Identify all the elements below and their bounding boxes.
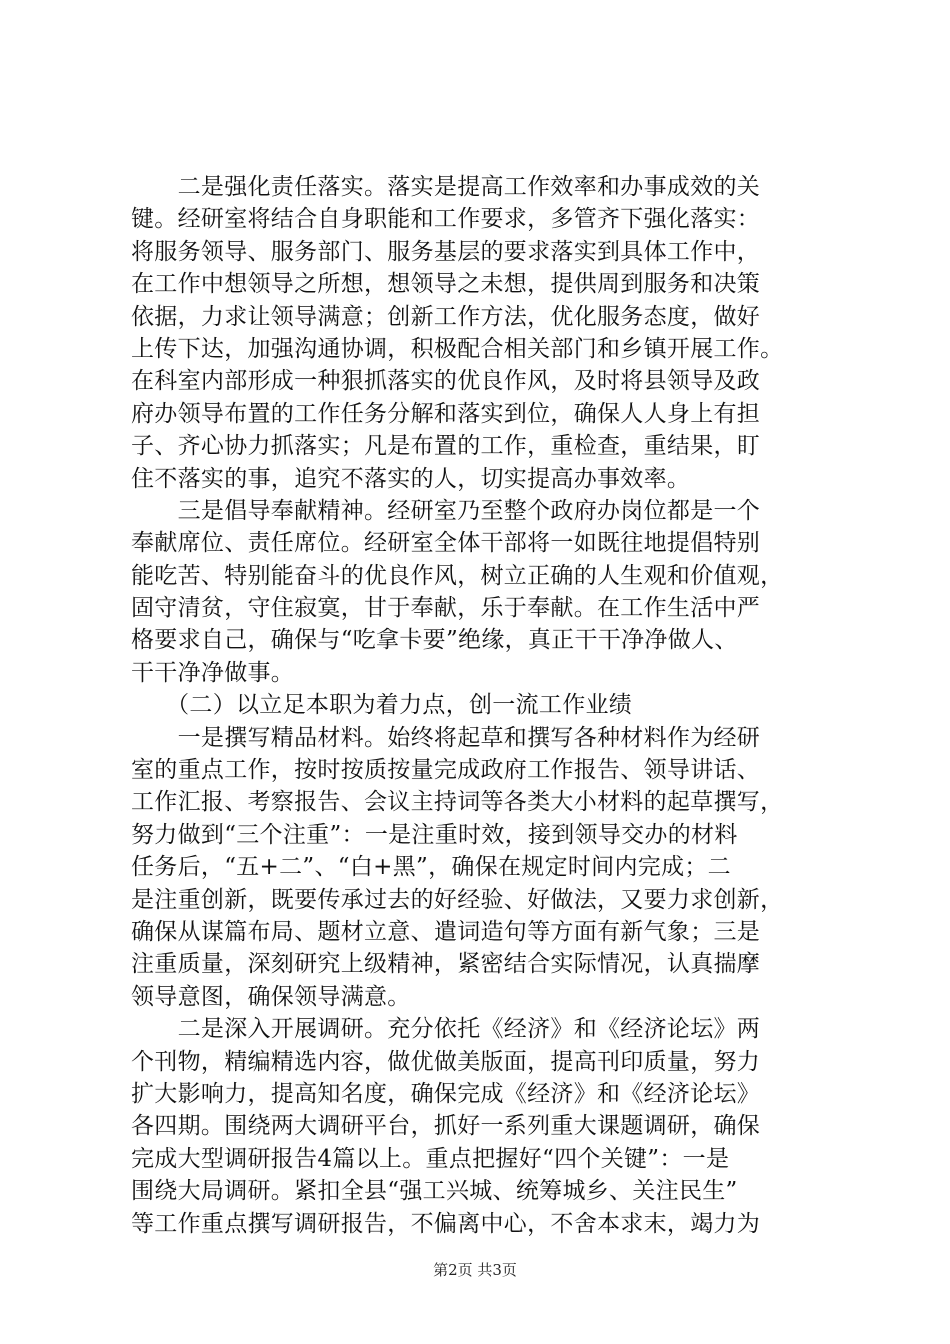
text-line: 个刊物，精编精选内容，做优做美版面，提高刊印质量，努力 (131, 1048, 761, 1075)
text-line: （二）以立足本职为着力点，创一流工作业绩 (131, 692, 633, 719)
text-line: 等工作重点撰写调研报告，不偏离中心，不舍本求末，竭力为 (131, 1210, 761, 1237)
text-line: 二是深入开展调研。充分依托《经济》和《经济论坛》两 (131, 1016, 761, 1043)
text-line: 一是撰写精品材料。始终将起草和撰写各种材料作为经研 (131, 724, 761, 751)
text-line: 工作汇报、考察报告、会议主持词等各类大小材料的起草撰写， (131, 789, 784, 816)
text-line: 将服务领导、服务部门、服务基层的要求落实到具体工作中， (131, 238, 761, 265)
text-line: 领导意图，确保领导满意。 (131, 983, 411, 1010)
text-line: 确保从谋篇布局、题材立意、遣词造句等方面有新气象；三是 (131, 918, 761, 945)
text-line: 依据，力求让领导满意；创新工作方法，优化服务态度，做好 (131, 303, 761, 330)
text-line: 室的重点工作，按时按质按量完成政府工作报告、领导讲话、 (131, 757, 761, 784)
text-line: 子、齐心协力抓落实；凡是布置的工作，重检查，重结果，盯 (131, 433, 761, 460)
text-line: 三是倡导奉献精神。经研室乃至整个政府办岗位都是一个 (131, 497, 761, 524)
text-line: 键。经研室将结合自身职能和工作要求，多管齐下强化落实： (131, 206, 761, 233)
text-line: 二是强化责任落实。落实是提高工作效率和办事成效的关 (131, 174, 761, 200)
text-line: 格要求自己，确保与“吃拿卡要”绝缘，真正干干净净做人、 (131, 627, 738, 654)
text-line: 在工作中想领导之所想，想领导之未想，提供周到服务和决策 (131, 271, 761, 298)
text-line: 固守清贫，守住寂寞，甘于奉献，乐于奉献。在工作生活中严 (131, 595, 761, 622)
text-line: 努力做到“三个注重”：一是注重时效，接到领导交办的材料 (131, 821, 738, 848)
text-line: 任务后，“五+二”、“白+黑”，确保在规定时间内完成；二 (131, 854, 731, 881)
text-line: 干干净净做事。 (131, 659, 295, 686)
page-footer: 第2页 共3页 (433, 1261, 517, 1279)
text-line: 府办领导布置的工作任务分解和落实到位，确保人人身上有担 (131, 400, 761, 427)
text-line: 在科室内部形成一种狠抓落实的优良作风，及时将县领导及政 (131, 368, 761, 395)
text-line: 住不落实的事，追究不落实的人，切实提高办事效率。 (131, 465, 691, 492)
text-line: 上传下达，加强沟通协调，积极配合相关部门和乡镇开展工作。 (131, 335, 784, 362)
text-line: 完成大型调研报告4篇以上。重点把握好“四个关键”：一是 (131, 1145, 730, 1172)
text-line: 围绕大局调研。紧扣全县“强工兴城、统筹城乡、关注民生” (131, 1178, 738, 1205)
text-line: 奉献席位、责任席位。经研室全体干部将一如既往地提倡特别 (131, 530, 761, 557)
text-line: 是注重创新，既要传承过去的好经验、好做法，又要力求创新， (131, 886, 784, 913)
text-line: 能吃苦、特别能奋斗的优良作风，树立正确的人生观和价值观， (131, 562, 784, 589)
text-line: 扩大影响力，提高知名度，确保完成《经济》和《经济论坛》 (131, 1080, 761, 1107)
text-line: 注重质量，深刻研究上级精神，紧密结合实际情况，认真揣摩 (131, 951, 761, 978)
text-line: 各四期。围绕两大调研平台，抓好一系列重大课题调研，确保 (131, 1113, 761, 1140)
body-text (131, 171, 831, 1240)
